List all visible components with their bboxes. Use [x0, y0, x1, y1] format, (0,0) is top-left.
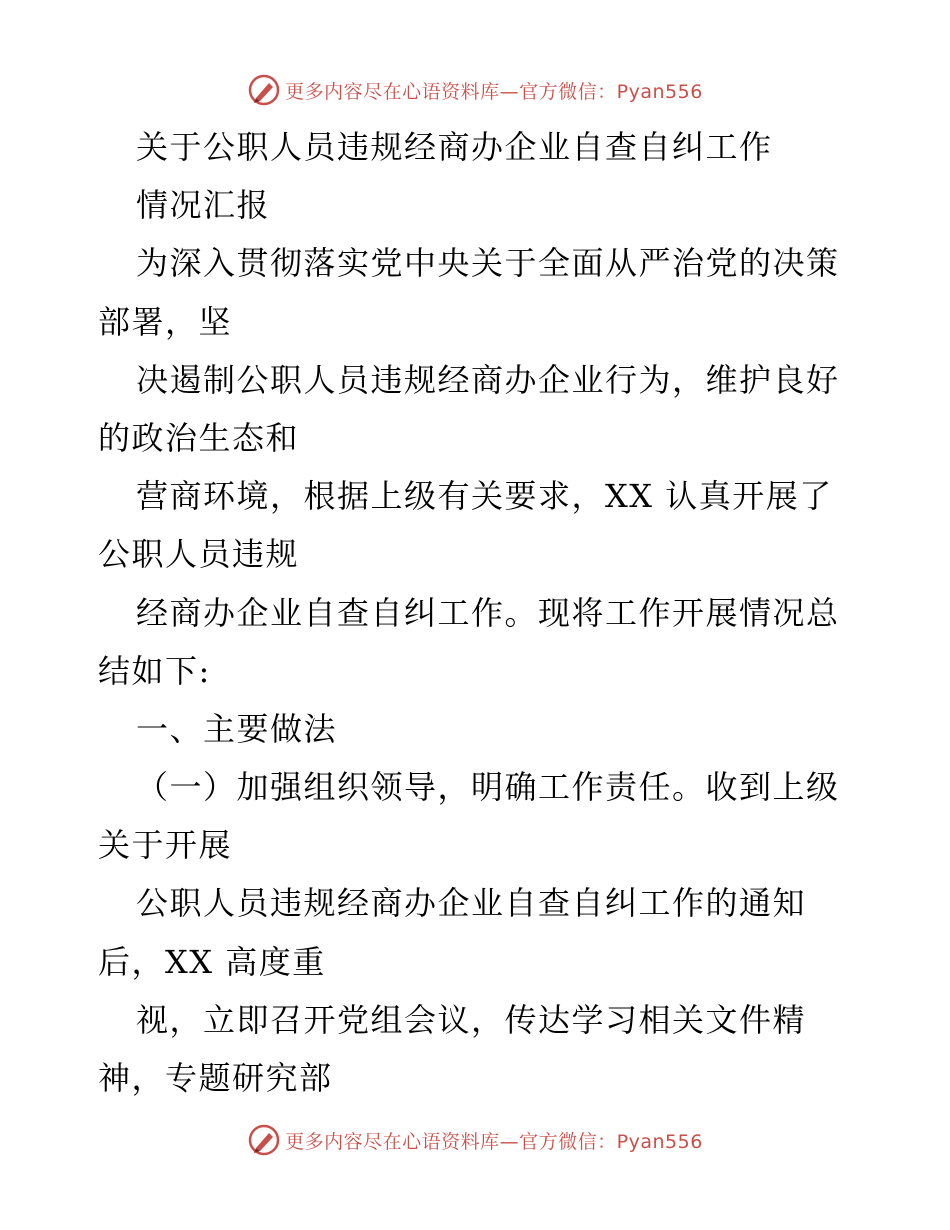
paragraph-line: 经商办企业自查自纠工作。现将工作开展情况总 [136, 593, 840, 632]
paragraph-line: 部署，坚 [98, 302, 233, 341]
subsection-heading-line: （一）加强组织领导，明确工作责任。收到上级 [136, 768, 840, 807]
paragraph-line: 关于开展 [98, 826, 233, 865]
title-line-1: 关于公职人员违规经商办企业自查自纠工作 [136, 128, 773, 166]
paragraph-line: 结如下: [98, 651, 211, 690]
paragraph-line: 为深入贯彻落实党中央关于全面从严治党的决策 [136, 244, 840, 283]
paragraph-line: 的政治生态和 [98, 418, 300, 457]
title-line-2: 情况汇报 [136, 186, 271, 225]
paragraph-line: 营商环境，根据上级有关要求，XX 认真开展了 [136, 477, 833, 516]
section-heading: 一、主要做法 [136, 709, 338, 748]
watermark-text: 更多内容尽在心语资料库—官方微信：Pyan556 [285, 1130, 703, 1153]
pen-logo-icon [247, 1123, 281, 1157]
document-body [98, 118, 858, 1107]
paragraph-line: 视，立即召开党组会议，传达学习相关文件精 [136, 1000, 807, 1039]
pen-logo-icon [247, 73, 281, 107]
header-watermark-banner [0, 70, 950, 110]
paragraph-line: 公职人员违规 [98, 535, 300, 574]
watermark-text: 更多内容尽在心语资料库—官方微信：Pyan556 [285, 80, 703, 103]
footer-watermark-banner [0, 1120, 950, 1160]
paragraph-line: 神，专题研究部 [98, 1059, 333, 1097]
paragraph-line: 后，XX 高度重 [98, 942, 326, 981]
paragraph-line: 公职人员违规经商办企业自查自纠工作的通知 [136, 884, 807, 923]
paragraph-line: 决遏制公职人员违规经商办企业行为，维护良好 [136, 360, 840, 399]
